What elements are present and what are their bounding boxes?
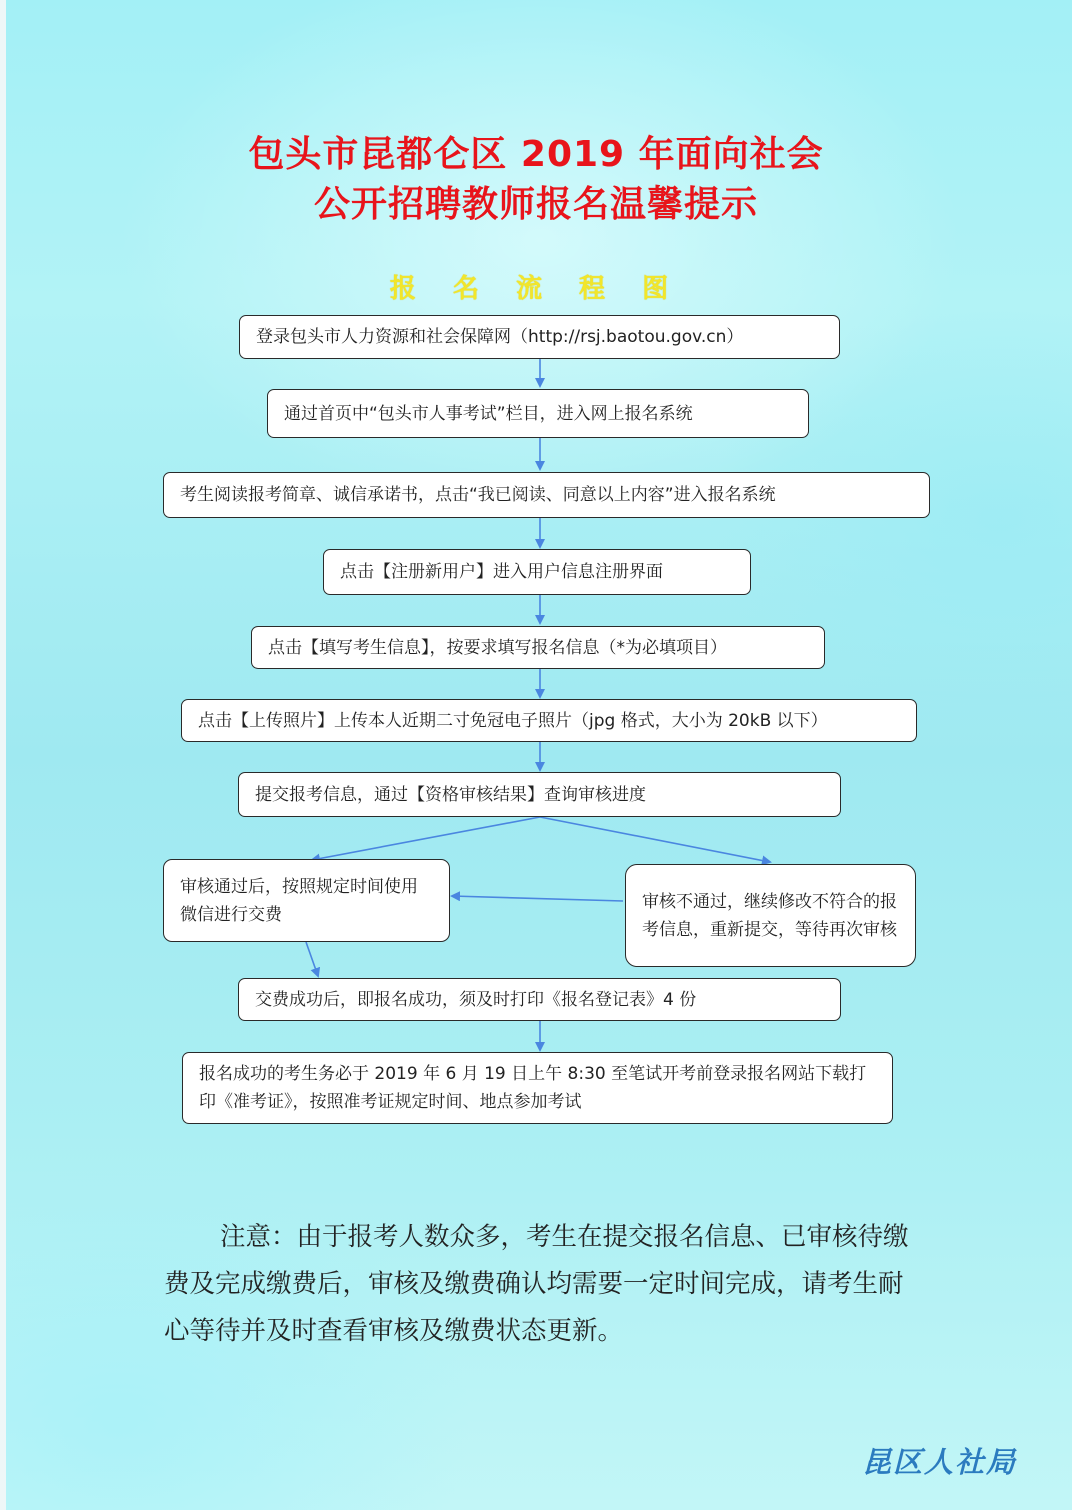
rejected-box	[625, 864, 916, 967]
step-5-text: 点击【填写考生信息】，按要求填写报名信息（*为必填项目）	[268, 637, 727, 658]
final-step-box	[182, 1052, 893, 1124]
step-6-text: 点击【上传照片】上传本人近期二寸免冠电子照片（jpg 格式，大小为 20kB 以下）	[198, 710, 828, 731]
step-3-text: 考生阅读报考简章、诚信承诺书，点击“我已阅读、同意以上内容”进入报名系统	[180, 485, 776, 505]
page-title-line-1: 包头市昆都仑区 2019 年面向社会	[248, 134, 824, 175]
page-title-line-2: 公开招聘教师报名温馨提示	[313, 184, 758, 225]
payment-done-box	[238, 978, 841, 1021]
bureau-seal-logo: 昆区人社局	[862, 1445, 1018, 1479]
step-4-text: 点击【注册新用户】进入用户信息注册界面	[340, 562, 663, 582]
step-2-box	[267, 389, 809, 438]
step-7-box	[238, 772, 841, 817]
step-2-text: 通过首页中“包头市人事考试”栏目，进入网上报名系统	[284, 403, 693, 424]
final-step-text: 报名成功的考生务必于 2019 年 6 月 19 日上午 8:30 至笔试开考前登录报名网站下载打印《准考证》，按照准考证规定时间、地点参加考试	[199, 1064, 867, 1112]
step-5-box	[251, 626, 825, 669]
rejected-text: 审核不通过，继续修改不符合的报考信息，重新提交，等待再次审核	[642, 891, 897, 940]
step-3-box	[163, 472, 930, 518]
flowchart-heading: 报 名 流 程 图	[389, 274, 683, 304]
arrow-to-approved	[312, 817, 540, 860]
step-7-text: 提交报考信息，通过【资格审核结果】查询审核进度	[255, 784, 646, 805]
step-4-box	[323, 549, 751, 595]
notice-paragraph: 注意：由于报考人数众多，考生在提交报名信息、已审核待缴费及完成缴费后，审核及缴费确认均需要一定时间完成，请考生耐心等待并及时查看审核及缴费状态更新。	[164, 1222, 909, 1346]
arrow-approved-to-payment	[306, 942, 318, 976]
arrow-rejected-to-approved	[452, 896, 623, 901]
payment-done-text: 交费成功后，即报名成功，须及时打印《报名登记表》4 份	[255, 989, 697, 1010]
arrow-to-rejected	[540, 817, 770, 862]
step-1-box	[239, 315, 840, 359]
step-1-text: 登录包头市人力资源和社会保障网（http://rsj.baotou.gov.cn）	[256, 327, 744, 347]
step-6-box	[181, 699, 917, 742]
approved-text: 审核通过后，按照规定时间使用微信进行交费	[180, 876, 418, 925]
approved-box	[163, 859, 450, 942]
